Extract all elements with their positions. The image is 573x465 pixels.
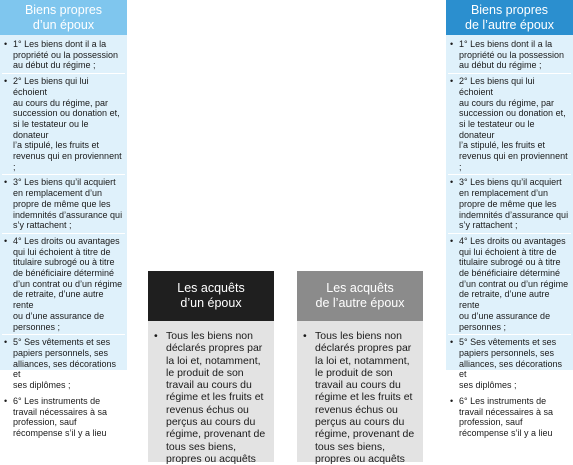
- center-left-list: [154, 330, 270, 465]
- list-item: • 2° Les biens qui lui échoient au cours du régime, par succession ou donation et, si le testateur ou le donateur l’a stipulé, les fruits et revenus qui en proviennent ;: [448, 76, 571, 175]
- center-right-title-line2: de l’autre époux: [315, 296, 405, 310]
- list-item: • 4° Les droits ou avantages qui lui échoient à titre de titulaire subrogé ou à titre de bénéficiaire déterminé d’un contrat ou d’un régime de retraite, d’une autre rente ou d’une assurance de personnes ;: [448, 236, 571, 335]
- list-item: • 1° Les biens dont il a la propriété ou la possession au début du régime ;: [448, 39, 571, 74]
- left-panel: [0, 0, 127, 438]
- right-panel: [446, 0, 573, 438]
- center-right-body: [297, 321, 423, 465]
- left-panel-header: [0, 0, 127, 35]
- list-item: • 1° Les biens dont il a la propriété ou la possession au début du régime ;: [2, 39, 125, 74]
- list-item: • 4° Les droits ou avantages qui lui échoient à titre de titulaire subrogé ou à titre de bénéficiaire déterminé d’un contrat ou d’un régime de retraite, d’une autre rente ou d’une assurance de personnes ;: [2, 236, 125, 335]
- list-item: • 2° Les biens qui lui échoient au cours du régime, par succession ou donation et, si le testateur ou le donateur l’a stipulé, les fruits et revenus qui en proviennent ;: [2, 76, 125, 175]
- left-panel-title-line2: d’un époux: [32, 17, 95, 32]
- center-left-panel: [148, 271, 274, 465]
- list-item: • 3° Les biens qu’il acquiert en remplacement d’un propre de même que les indemnités d’assurance qui s’y rattachent ;: [448, 177, 571, 234]
- left-panel-title-line1: Biens propres: [24, 2, 103, 17]
- left-panel-body: [0, 35, 127, 438]
- right-panel-list: [448, 39, 571, 441]
- list-item: • 6° Les instruments de travail nécessaires à sa profession, sauf récompense s’il y a lieu: [448, 396, 571, 441]
- center-right-title-line1: Les acquêts: [326, 281, 394, 295]
- center-right-panel: [297, 271, 423, 465]
- right-panel-title-line2: de l’autre époux: [465, 17, 554, 32]
- list-item: • 5° Ses vêtements et ses papiers personnels, ses alliances, ses décorations et ses diplômes ;: [2, 337, 125, 394]
- list-item: • 3° Les biens qu’il acquiert en remplacement d’un propre de même que les indemnités d’assurance qui s’y rattachent ;: [2, 177, 125, 234]
- list-item: • 6° Les instruments de travail nécessaires à sa profession, sauf récompense s’il y a lieu: [2, 396, 125, 441]
- center-right-header: [297, 271, 423, 321]
- right-panel-header: [446, 0, 573, 35]
- right-panel-body: [446, 35, 573, 438]
- list-item: • Tous les biens non déclarés propres par la loi et, notamment, le produit de son travail au cours du régime et les fruits et revenus échus ou perçus au cours du régime, provenant de tous ses biens, propres ou acquêts: [154, 330, 270, 465]
- right-panel-title-line1: Biens propres: [470, 2, 549, 17]
- list-item: • 5° Ses vêtements et ses papiers personnels, ses alliances, ses décorations et ses diplômes ;: [448, 337, 571, 394]
- center-left-header: [148, 271, 274, 321]
- center-left-title-line1: Les acquêts: [177, 281, 245, 295]
- left-panel-list: [2, 39, 125, 441]
- list-item: • Tous les biens non déclarés propres par la loi et, notamment, le produit de son travail au cours du régime et les fruits et revenus échus ou perçus au cours du régime, provenant de tous ses biens, propres ou acquêts: [303, 330, 419, 465]
- center-left-title-line2: d’un époux: [180, 296, 242, 310]
- center-right-list: [303, 330, 419, 465]
- center-left-body: [148, 321, 274, 465]
